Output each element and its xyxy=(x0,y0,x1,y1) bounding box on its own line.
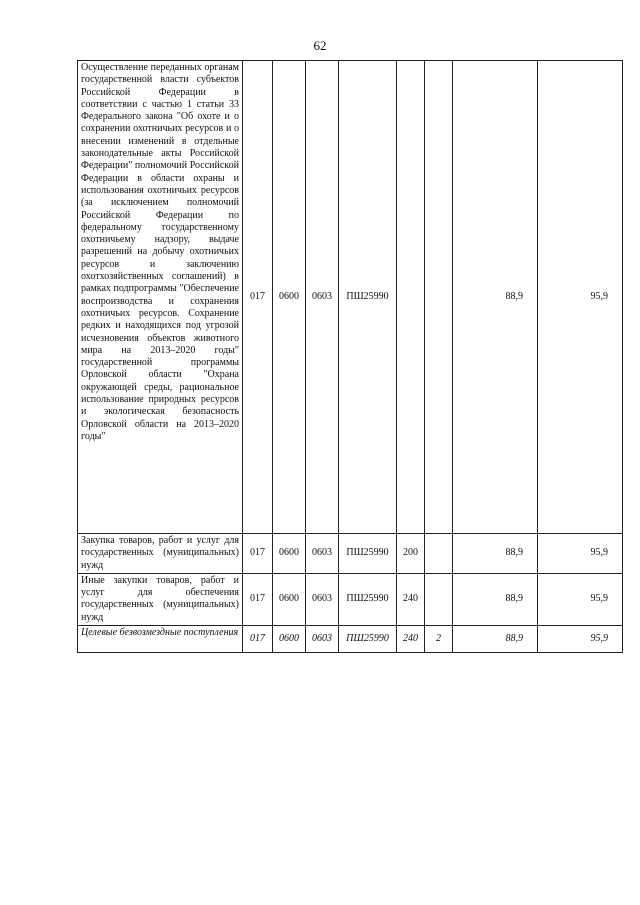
row-description: Осуществление переданных органам государственной власти субъектов Российской Федерации в соответствии с частью 1 статьи 33 Федерального закона "Об охоте и о сохранении охотничьих ресурсов и о внесении изменений в отдельные законодательные акты Российской Федерации" полномочий Российской Федерации в области охраны и использования охотничьих ресурсов (за исключением полномочий Российской Федерации по федеральному государственному охотничьему надзору, выдаче разрешений на добычу охотничьих ресурсов и заключению охотхозяйственных соглашений) в рамках подпрограммы "Обеспечение воспроизводства и сохранения охотничьих ресурсов. Сохранение редких и находящихся под угрозой исчезновения объектов животного мира на 2013–2020 годы" государственной программы Орловской области "Охрана окружающей среды, рациональное использование природных ресурсов и экологическая безопасность Орловской области на 2013–2020 годы" xyxy=(78,61,243,534)
expense-type-code: 240 xyxy=(397,626,425,653)
source-code xyxy=(425,573,453,625)
table-row xyxy=(78,61,623,534)
amount-1: 88,9 xyxy=(453,573,538,625)
source-code xyxy=(425,534,453,574)
section-code: 0600 xyxy=(273,61,306,534)
expense-type-code xyxy=(397,61,425,534)
subsection-code: 0603 xyxy=(306,573,339,625)
row-description: Закупка товаров, работ и услуг для государственных (муниципальных) нужд xyxy=(78,534,243,574)
expense-type-code: 240 xyxy=(397,573,425,625)
section-code: 0600 xyxy=(273,573,306,625)
table-row xyxy=(78,626,623,653)
target-article-code: ПШ25990 xyxy=(339,626,397,653)
target-article-code: ПШ25990 xyxy=(339,534,397,574)
subsection-code: 0603 xyxy=(306,626,339,653)
section-code: 0600 xyxy=(273,534,306,574)
subsection-code: 0603 xyxy=(306,61,339,534)
amount-2: 95,9 xyxy=(538,573,623,625)
amount-2: 95,9 xyxy=(538,61,623,534)
source-code xyxy=(425,61,453,534)
table-row xyxy=(78,573,623,625)
subsection-code: 0603 xyxy=(306,534,339,574)
ved-code: 017 xyxy=(243,626,273,653)
amount-1: 88,9 xyxy=(453,534,538,574)
source-code: 2 xyxy=(425,626,453,653)
target-article-code: ПШ25990 xyxy=(339,573,397,625)
amount-2: 95,9 xyxy=(538,534,623,574)
budget-table xyxy=(77,60,623,653)
ved-code: 017 xyxy=(243,534,273,574)
amount-2: 95,9 xyxy=(538,626,623,653)
expense-type-code: 200 xyxy=(397,534,425,574)
table-row xyxy=(78,534,623,574)
page-number: 62 xyxy=(313,38,327,53)
target-article-code: ПШ25990 xyxy=(339,61,397,534)
ved-code: 017 xyxy=(243,573,273,625)
amount-1: 88,9 xyxy=(453,61,538,534)
section-code: 0600 xyxy=(273,626,306,653)
amount-1: 88,9 xyxy=(453,626,538,653)
row-description: Целевые безвозмездные поступления xyxy=(78,626,243,653)
row-description: Иные закупки товаров, работ и услуг для обеспечения государственных (муниципальных) нужд xyxy=(78,573,243,625)
ved-code: 017 xyxy=(243,61,273,534)
